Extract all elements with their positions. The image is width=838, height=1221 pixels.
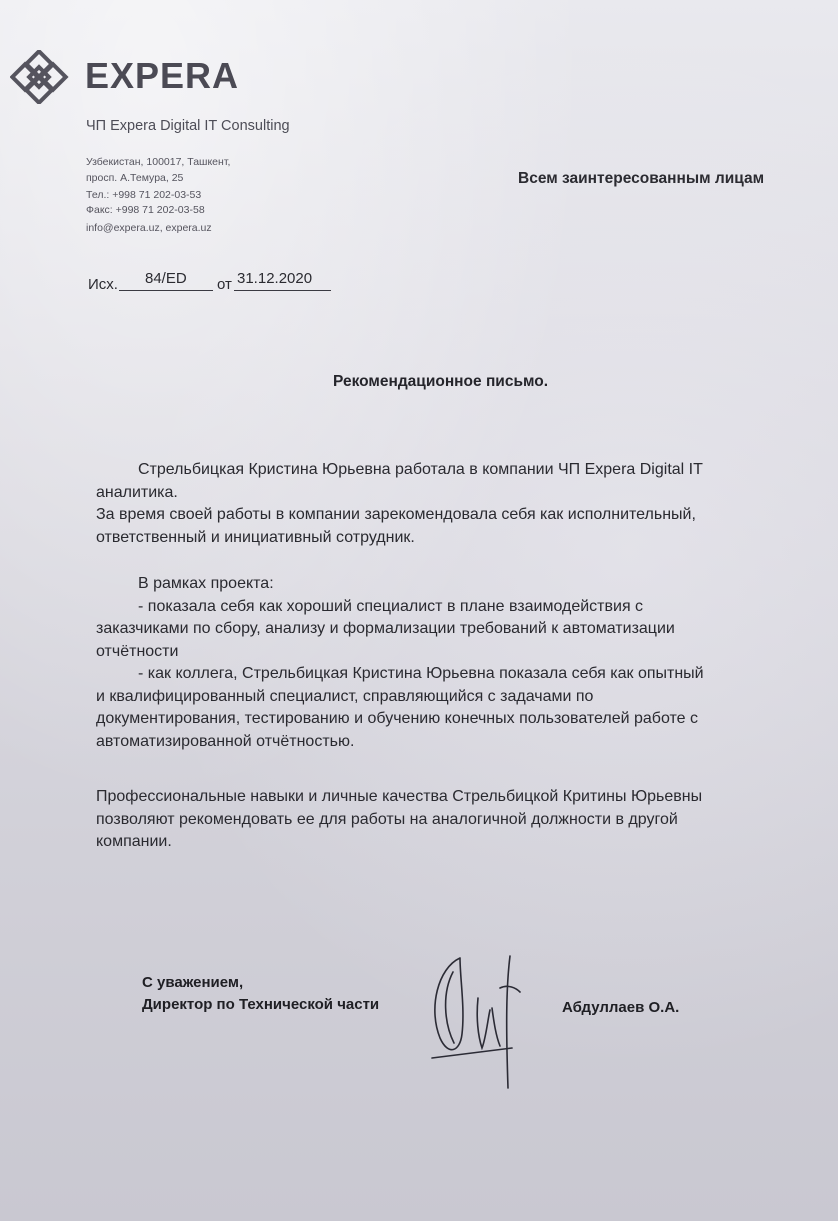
address-line-1: Узбекистан, 100017, Ташкент, (86, 156, 231, 168)
ref-prefix: Исх. (88, 276, 118, 293)
closing-block (142, 972, 379, 1016)
phone: Тел.: +998 71 202-03-53 (86, 189, 202, 201)
text-line: Стрельбицкая Кристина Юрьевна работала в компании ЧП Expera Digital IT (138, 461, 703, 478)
regards: С уважением, (142, 974, 244, 991)
text-line: и квалифицированный специалист, справляющийся с задачами по (96, 687, 594, 705)
paragraph-1 (96, 459, 776, 549)
signer-name: Абдуллаев О.А. (562, 999, 680, 1016)
text-line: документирования, тестированию и обучению конечных пользователей работе с (96, 710, 699, 727)
paragraph-2 (96, 573, 776, 753)
brand-name: EXPERA (85, 55, 240, 96)
text-line: За время своей работы в компании зарекомендовала себя как исполнительный, (96, 506, 696, 523)
text-line: Профессиональные навыки и личные качества Стрельбицкой Критины Юрьевны (96, 788, 703, 805)
text-line: ответственный и инициативный сотрудник. (96, 528, 415, 546)
expera-logo-icon (10, 50, 74, 104)
text-line: заказчиками по сбору, анализу и формализации требований к автоматизации (96, 620, 675, 637)
ref-number: 84/ED (145, 270, 187, 287)
text-line: автоматизированной отчётностью. (96, 732, 355, 750)
address-line-2: просп. А.Темура, 25 (86, 172, 184, 184)
text-line: - показала себя как хороший специалист в плане взаимодействия с (138, 597, 644, 615)
text-line: позволяют рекомендовать ее для работы на аналогичной должности в другой (96, 810, 678, 828)
ref-date-prefix: от (217, 276, 232, 293)
addressee: Всем заинтересованным лицам (518, 170, 765, 187)
text-line: аналитика. (96, 483, 178, 501)
letter-title: Рекомендационное письмо. (333, 373, 549, 390)
handwritten-signature (420, 948, 540, 1098)
signer-position: Директор по Технической части (142, 996, 380, 1013)
text-line: В рамках проекта: (138, 575, 274, 592)
company-name: ЧП Expera Digital IT Consulting (86, 118, 290, 134)
email: info@expera.uz, expera.uz (86, 222, 212, 234)
fax: Факс: +998 71 202-03-58 (86, 204, 205, 216)
text-line: отчётности (96, 642, 179, 660)
text-line: компании. (96, 833, 172, 850)
paragraph-3 (96, 786, 776, 854)
text-line: - как коллега, Стрельбицкая Кристина Юрьевна показала себя как опытный (138, 665, 704, 682)
ref-date: 31.12.2020 (237, 270, 313, 287)
